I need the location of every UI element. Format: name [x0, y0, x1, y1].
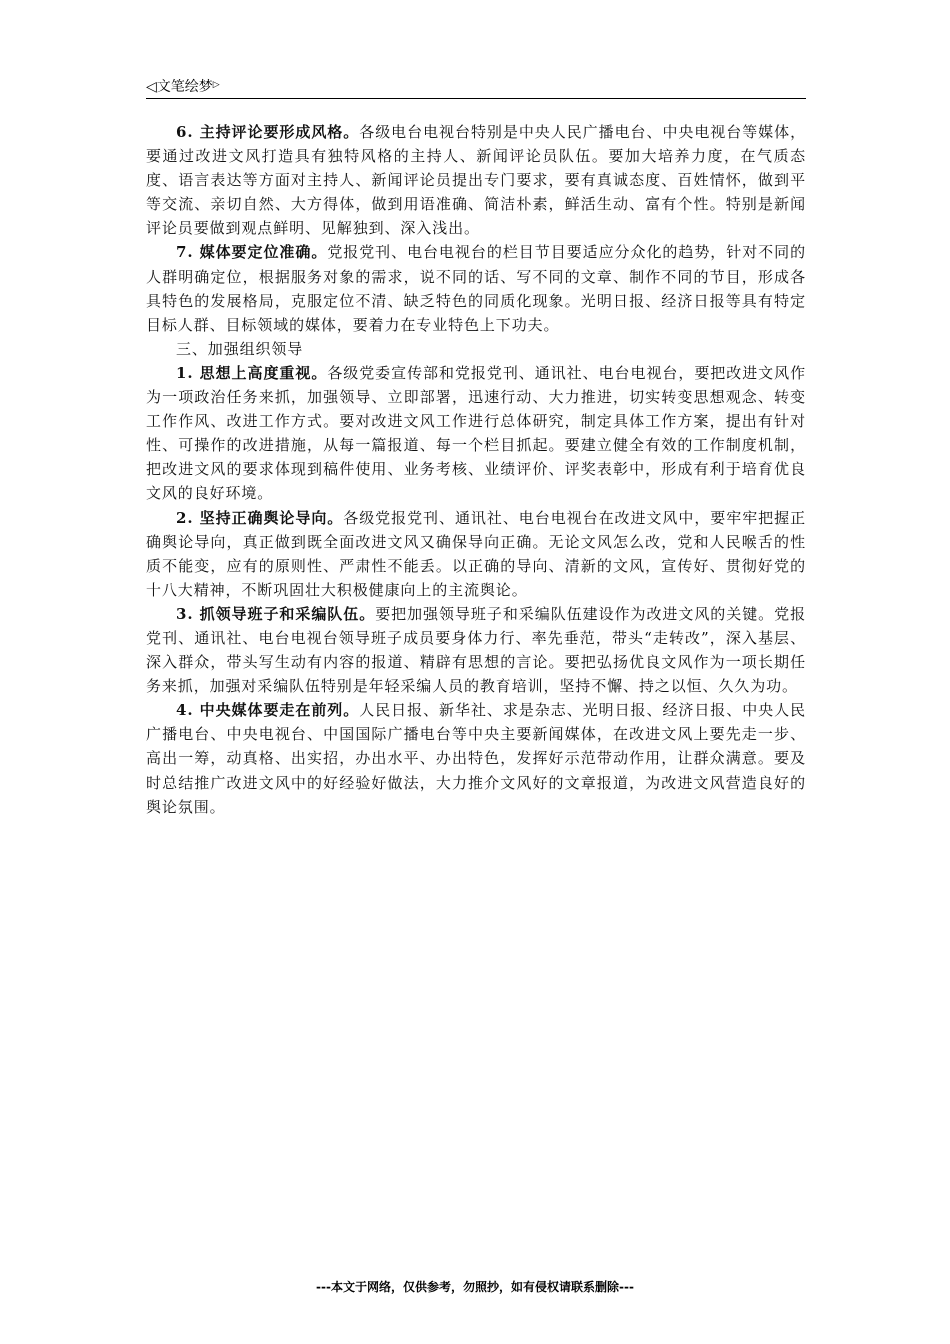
right-triangle-icon: ▷: [212, 80, 220, 90]
paragraph-text: 党报党刊、电台电视台的栏目节目要适应分众化的趋势，针对不同的人群明确定位，根据服务对象的需求，说不同的话、写不同的文章、制作不同的节目，形成各具特色的发展格局，克服定位不清、缺乏特色的同质化现象。光明日报、经济日报等具有特定目标人群、目标领域的媒体，要着力在专业特色上下功夫。: [146, 243, 806, 334]
paragraph-text: 各级党报党刊、通讯社、电台电视台在改进文风中，要牢牢把握正确舆论导向，真正做到既全面改进文风又确保导向正确。无论文风怎么改，党和人民喉舌的性质不能变，应有的原则性、严肃性不能丢。以正确的导向、清新的文风，宣传好、贯彻好党的十八大精神，不断巩固壮大积极健康向上的主流舆论。: [146, 508, 806, 599]
paragraph-lead: 2. 坚持正确舆论导向。: [176, 508, 344, 527]
paragraph-1: [146, 361, 806, 506]
paragraph-lead: 3. 抓领导班子和采编队伍。: [176, 604, 376, 623]
section-heading: [146, 337, 806, 361]
page-footer: ---本文于网络，仅供参考，勿照抄，如有侵权请联系删除---: [316, 1280, 634, 1294]
paragraph-text: 人民日报、新华社、求是杂志、光明日报、经济日报、中央人民广播电台、中央电视台、中国国际广播电台等中央主要新闻媒体，在改进文风上要先走一步、高出一筹，动真格、出实招，办出水平、办出特色，发挥好示范带动作用，让群众满意。要及时总结推广改进文风中的好经验好做法，大力推介文风好的文章报道，为改进文风营造良好的舆论氛围。: [146, 701, 807, 816]
paragraph-3: [146, 602, 806, 698]
header-title: 文笔绘梦: [156, 79, 213, 95]
paragraph-text: 各级电台电视台特别是中央人民广播电台、中央电视台等媒体，要通过改进文风打造具有独特风格的主持人、新闻评论员队伍。要加大培养力度，在气质态度、语言表达等方面对主持人、新闻评论员提出专门要求，要有真诚态度、百姓情怀，做到平等交流、亲切自然、大方得体，做到用语准确、简洁朴素，鲜活生动、富有个性。特别是新闻评论员要做到观点鲜明、见解独到、深入浅出。: [146, 123, 807, 238]
paragraph-7: [146, 240, 806, 336]
paragraph-lead: 7. 媒体要定位准确。: [176, 243, 328, 262]
paragraph-6: [146, 120, 806, 240]
paragraph-lead: 4. 中央媒体要走在前列。: [176, 701, 360, 720]
left-triangle-icon: ◁: [146, 79, 157, 95]
paragraph-4: [146, 698, 806, 818]
page-header: [146, 74, 806, 99]
paragraph-text: 要把加强领导班子和采编队伍建设作为改进文风的关键。党报党刊、通讯社、电台电视台领导班子成员要身体力行、率先垂范，带头“走转改”，深入基层、深入群众，带头写生动有内容的报道、精辟有思想的言论。要把弘扬优良文风作为一项长期任务来抓，加强对采编队伍特别是年轻采编人员的教育培训，坚持不懈、持之以恒、久久为功。: [146, 604, 806, 696]
section-heading-text: 三、加强组织领导: [176, 339, 304, 358]
paragraph-lead: 6. 主持评论要形成风格。: [176, 123, 360, 141]
paragraph-lead: 1. 思想上高度重视。: [176, 363, 328, 382]
document-body: [146, 120, 806, 819]
paragraph-2: [146, 506, 806, 602]
paragraph-text: 各级党委宣传部和党报党刊、通讯社、电台电视台，要把改进文风作为一项政治任务来抓，加强领导、立即部署，迅速行动、大力推进，切实转变思想观念、转变工作作风、改进工作方式。要对改进文风工作进行总体研究，制定具体工作方案，提出有针对性、可操作的改进措施，从每一篇报道、每一个栏目抓起。要建立健全有效的工作制度机制，把改进文风的要求体现到稿件使用、业务考核、业绩评价、评奖表彰中，形成有利于培育优良文风的良好环境。: [146, 363, 806, 503]
